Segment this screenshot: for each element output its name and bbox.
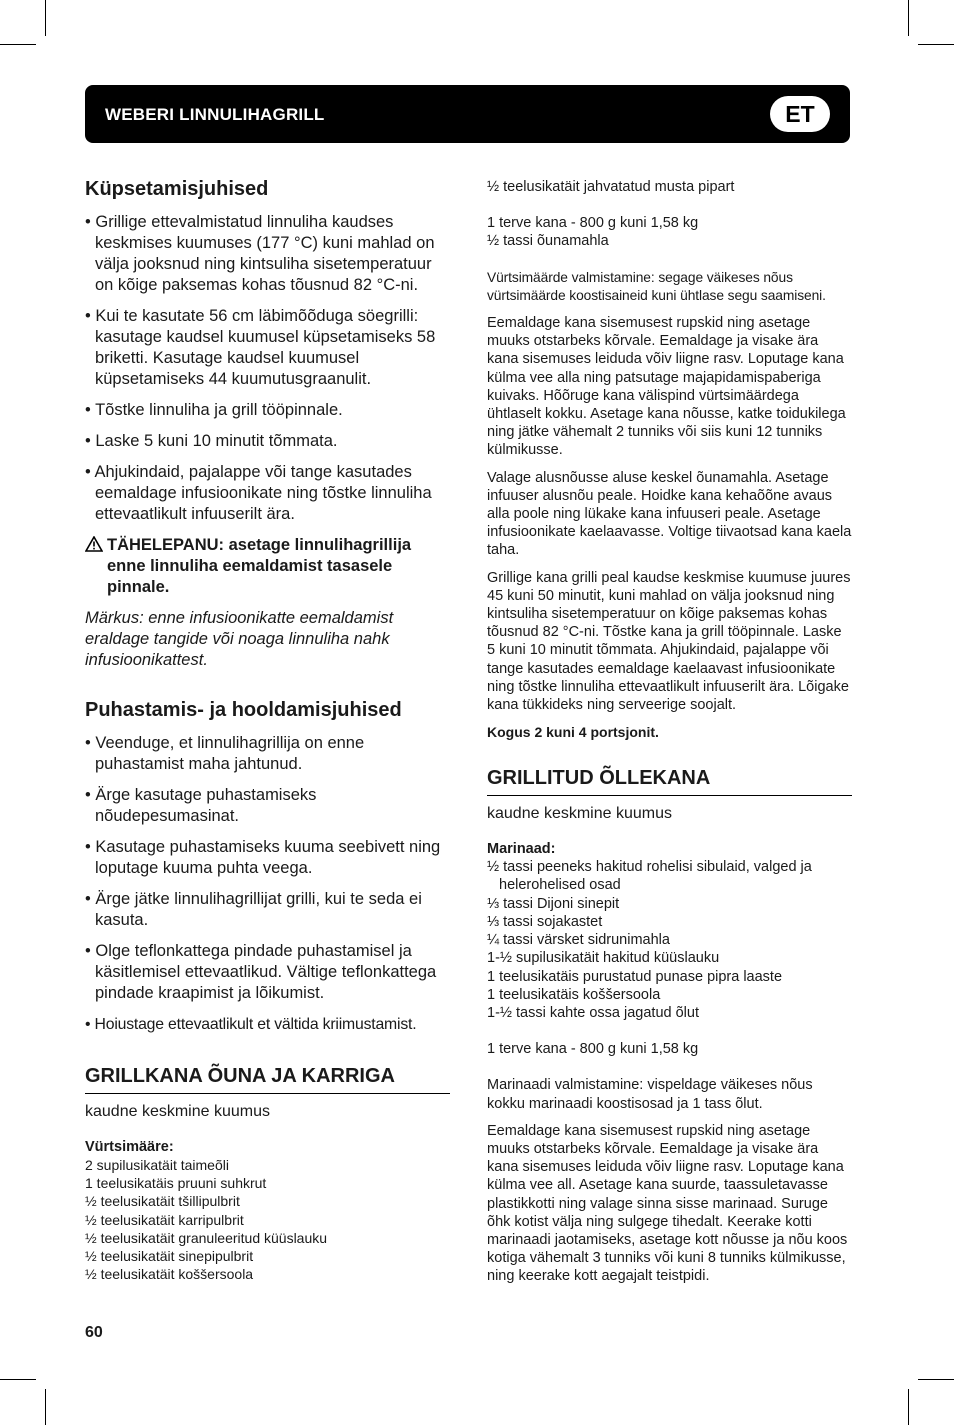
rub-ingredients	[85, 1156, 450, 1283]
header-banner	[85, 85, 850, 143]
crop-mark	[45, 1389, 46, 1425]
list-item: • Kasutage puhastamiseks kuuma seebivett ning loputage kuuma puhta veega.	[85, 838, 441, 877]
recipe1-step: Grillige kana grilli peal kaudse keskmise kuumuse juures 45 kuni 50 minutit, kuni mahlad on välja jooksnud ning kintsuliha sisetemperatuur on kõige paksemas kohas tõusnud 82 °C-ni. Tõstke kana ja grill tööpinnale. Laske 5 kuni 10 minutit tõmmata. Ahjukindaid, pajalappe või tange kasutades eemaldage kaelaavast infusioonikate ning tõstke linnuliha ettevaatlikult infuuserilt ära. Lõigake kana tükkideks ning serveerige soojalt.	[487, 569, 851, 714]
list-item: ⅓ tassi sojakastet	[487, 913, 603, 930]
right-column	[487, 178, 852, 1295]
list-item: • Olge teflonkattega pindade puhastamisel ja käsitlemisel ettevaatlikud. Vältige teflonkattega pindade kraapimist ja lõikumist.	[85, 942, 437, 1002]
recipe1-step: Valage alusnõusse aluse keskel õunamahla. Asetage infuuser alusnõu peale. Hoidke kana kehaõõne avaus alla poole ning lükake kana infuuseri peale. Asetage infusioonikate kaelaavasse. Voltige tiivaotsad kana kaela taha.	[487, 469, 852, 559]
recipe1-ingredients	[487, 214, 852, 250]
list-item: ½ teelusikatäit sinepipulbrit	[85, 1248, 254, 1265]
recipe1-heading: GRILLKANA ÕUNA JA KARRIGA	[85, 1063, 450, 1094]
list-item: • Hoiustage ettevaatlikult et vältida kriimustamist.	[85, 1016, 417, 1033]
cooking-list	[85, 212, 450, 525]
recipe2-heat: kaudne keskmine kuumus	[487, 805, 672, 823]
recipe1-heat: kaudne keskmine kuumus	[85, 1103, 270, 1120]
rub-preparation: Vürtsimäärde valmistamine: segage väikeses nõus vürtsimäärde koostisaineid kuni ühtlase segu saamiseni.	[487, 269, 826, 303]
list-item: • Ärge kasutage puhastamiseks nõudepesumasinat.	[85, 786, 317, 825]
cleaning-heading: Puhastamis- ja hooldamisjuhised	[85, 699, 402, 721]
list-item: ½ tassi peeneks hakitud rohelisi sibulaid, valged ja helerohelised osad	[487, 859, 812, 894]
list-item: ¼ tassi värsket sidrunimahla	[487, 932, 670, 949]
warning-notice	[85, 535, 450, 598]
list-item: • Tõstke linnuliha ja grill tööpinnale.	[85, 401, 343, 419]
marinade-label: Marinaad:	[487, 841, 556, 858]
list-item: 1 teelusikatäis pruuni suhkrut	[85, 1175, 267, 1192]
crop-mark	[908, 0, 909, 36]
crop-mark	[908, 1389, 909, 1425]
list-item: ½ teelusikatäit karripulbrit	[85, 1211, 244, 1228]
recipe1-step: Eemaldage kana sisemusest rupskid ning asetage muuks otstarbeks kõrvale. Eemaldage ja visake ära kana sisemuses leiduda võiv liigne rasv. Loputage kana külma vee alla ning patsutage majapidamispaberiga kuivaks. Hõõruge kana välispind vürtsimäärdega ühtlaselt kokku. Asetage kana nõusse, katke toidukilega ning jätke vähemalt 2 tunniks või siis kuni 12 tunniks külmikusse.	[487, 315, 846, 459]
marinade-ingredients	[487, 858, 852, 1022]
list-item: • Grillige ettevalmistatud linnuliha kaudses keskmises kuumuses (177 °C) kuni mahlad on välja jooksnud ning kintsuliha sisetemperatuur on kõige paksemas kohas tõusnud 82 °C-ni.	[85, 213, 435, 294]
list-item: • Laske 5 kuni 10 minutit tõmmata.	[85, 432, 338, 450]
list-item: • Ärge jätke linnulihagrillijat grilli, kui te seda ei kasuta.	[85, 890, 422, 929]
recipe2-chicken: 1 terve kana - 800 g kuni 1,58 kg	[487, 1041, 699, 1058]
list-item: ½ teelusikatäit granuleeritud küüslauku	[85, 1229, 328, 1246]
list-item: ½ tassi õunamahla	[487, 233, 609, 250]
left-column	[85, 176, 450, 1283]
crop-mark	[45, 0, 46, 36]
note-text: Märkus: enne infusioonikatte eemaldamist eraldage tangide või noaga linnuliha nahk infusioonikattest.	[85, 609, 394, 669]
crop-mark	[918, 44, 954, 45]
rub-last-ingredient: ½ teelusikatäit jahvatatud musta pipart	[487, 179, 735, 195]
crop-mark	[0, 44, 36, 45]
marinade-preparation: Marinaadi valmistamine: vispeldage väikeses nõus kokku marinaadi koostisosad ja 1 tass õlut.	[487, 1077, 813, 1112]
crop-mark	[0, 1379, 36, 1380]
list-item: • Veenduge, et linnulihagrillija on enne puhastamist maha jahtunud.	[85, 734, 365, 773]
warning-icon	[85, 536, 107, 598]
list-item: 1 teelusikatäis koššersoola	[487, 986, 661, 1003]
header-title: WEBERI LINNULIHAGRILL	[105, 105, 325, 124]
servings: Kogus 2 kuni 4 portsjonit.	[487, 724, 659, 741]
list-item: • Ahjukindaid, pajalappe või tange kasutades eemaldage infusioonikate ning tõstke linnuliha ettevaatlikult infuuserilt ära.	[85, 463, 432, 523]
page-number: 60	[85, 1324, 103, 1341]
list-item: 1-½ supilusikatäit hakitud küüslauku	[487, 950, 720, 967]
list-item: ½ teelusikatäit tšillipulbrit	[85, 1193, 240, 1210]
list-item: 2 supilusikatäit taimeõli	[85, 1157, 229, 1173]
warning-text: TÄHELEPANU: asetage linnulihagrillija enne linnuliha eemaldamist tasasele pinnale.	[107, 536, 412, 596]
list-item: ½ teelusikatäit koššersoola	[85, 1266, 254, 1283]
recipe2-step: Eemaldage kana sisemusest rupskid ning asetage muuks otstarbeks kõrvale. Eemaldage ja visake ära kana sisemuses leiduda võiv liigne rasv. Loputage kana külma vee all. Asetage kana suurde, taassuletavasse plastikkotti ning valage sinna sisse marinaad. Suruge õhk kotist välja ning sulgege tihedalt. Keerake kotti marinaadi jaotamiseks, asetage kott nõusse ja nõu koos kotiga vähemalt 3 tunniks või kuni 8 tunniks külmikusse, ning keerake kott aegajalt teistpidi.	[487, 1122, 848, 1285]
list-item: 1-½ tassi kahte ossa jagatud õlut	[487, 1004, 699, 1021]
cooking-heading: Küpsetamisjuhised	[85, 178, 269, 200]
list-item: 1 teelusikatäis purustatud punase pipra laaste	[487, 968, 783, 985]
cleaning-list	[85, 733, 450, 1035]
language-badge: ET	[770, 96, 830, 132]
list-item: 1 terve kana - 800 g kuni 1,58 kg	[487, 215, 699, 232]
crop-mark	[918, 1379, 954, 1380]
rub-label: Vürtsimääre:	[85, 1139, 174, 1155]
list-item: • Kui te kasutate 56 cm läbimõõduga söegrilli: kasutage kaudsel kuumusel küpsetamiseks 58 briketti. Kasutage kaudsel kuumusel küpsetamiseks 44 kuumutusgraanulit.	[85, 307, 436, 388]
recipe2-heading: GRILLITUD ÕLLEKANA	[487, 765, 852, 796]
list-item: ⅓ tassi Dijoni sinepit	[487, 895, 620, 912]
